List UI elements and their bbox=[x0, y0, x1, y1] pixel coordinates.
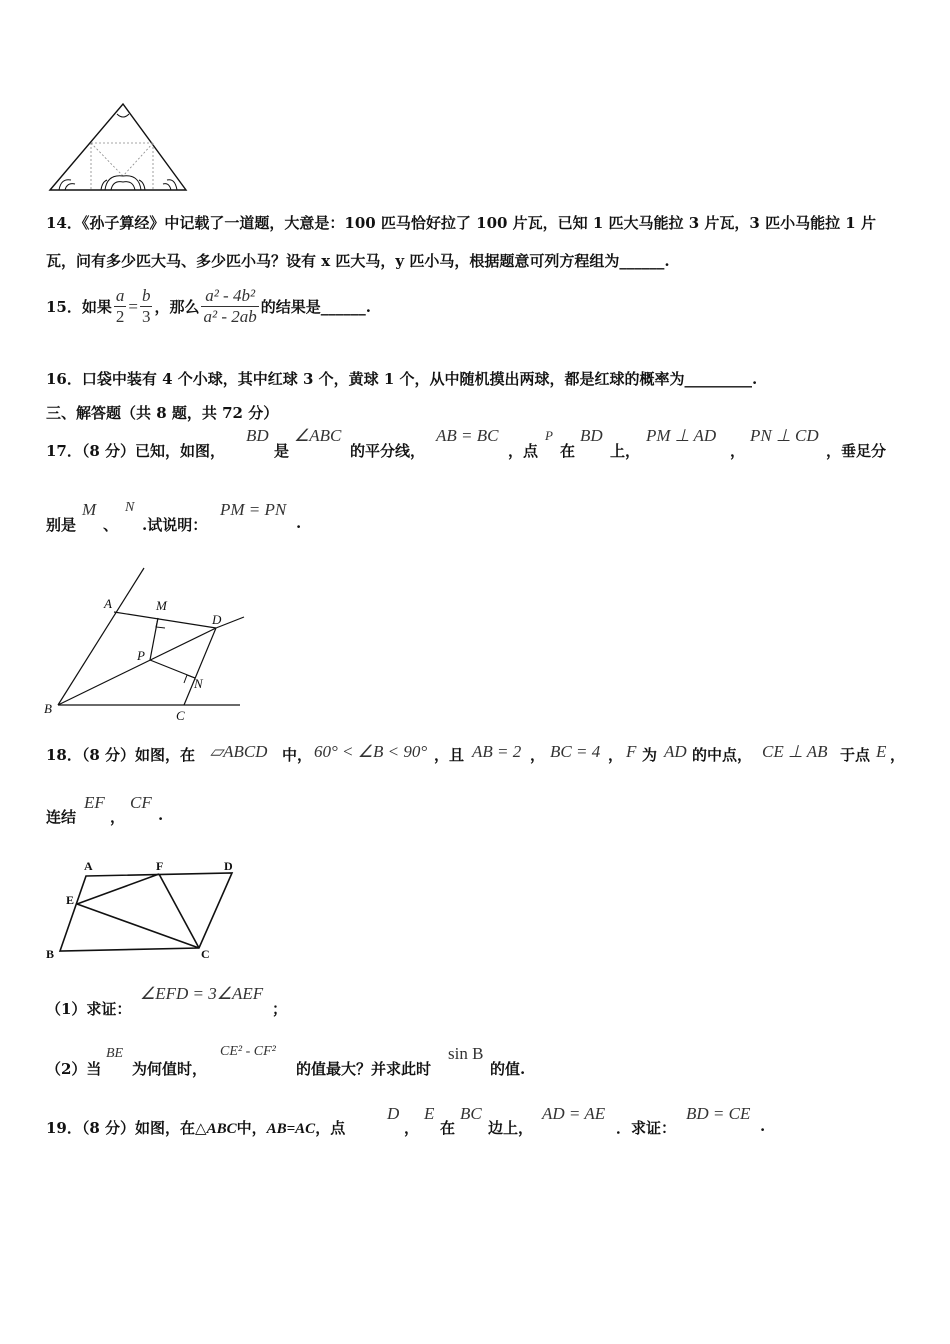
q17-m3: AB = BC bbox=[436, 426, 499, 445]
q18-p1-end: ； bbox=[272, 1000, 288, 1018]
q17-t1: 17．（8 分）已知，如图， bbox=[46, 442, 226, 460]
q17-m10: PM = PN bbox=[220, 500, 287, 519]
q17-t4: ，点 bbox=[508, 442, 539, 460]
q17-m7: PN ⊥ CD bbox=[750, 426, 819, 445]
q18-t8: 于点 bbox=[840, 746, 871, 764]
q18-m8: E bbox=[876, 742, 887, 761]
q18-m9: EF bbox=[84, 793, 105, 812]
q17-m2: ∠ABC bbox=[294, 426, 342, 445]
q18-p2-m3: sin B bbox=[448, 1044, 484, 1063]
section3-title: 三、解答题（共 8 题，共 72 分） bbox=[46, 404, 279, 422]
q18-p1-math: ∠EFD = 3∠AEF bbox=[140, 984, 264, 1003]
q19-t5: 在 bbox=[440, 1119, 456, 1137]
q17-label-p: P bbox=[137, 648, 145, 663]
q19-m1: D bbox=[387, 1104, 400, 1123]
q15-prefix: 15．如果 bbox=[46, 298, 112, 316]
q18-label-c: C bbox=[201, 947, 210, 961]
q19-t4: ， bbox=[404, 1119, 420, 1137]
q15-frac1: $\frac{a}{2}$ bbox=[115, 286, 125, 326]
q17-label-m: M bbox=[156, 598, 167, 613]
q19-b1: ABC bbox=[206, 1121, 237, 1137]
q17-m6: PM ⊥ AD bbox=[646, 426, 717, 445]
q19-b2: AB=AC bbox=[266, 1121, 316, 1137]
q19-lead bbox=[46, 1117, 345, 1138]
q19-t7: ．求证： bbox=[616, 1119, 677, 1137]
q18-m5: F bbox=[626, 742, 637, 761]
q18-t11: ， bbox=[110, 808, 126, 826]
q18-t3: ，且 bbox=[434, 746, 465, 764]
q18-t1: 18．（8 分）如图，在 bbox=[46, 746, 196, 764]
q19-t8: . bbox=[760, 1117, 766, 1135]
q18-label-a: A bbox=[84, 859, 93, 873]
q17-m1: BD bbox=[246, 426, 269, 445]
q19-m2: E bbox=[424, 1104, 435, 1123]
q18-m1: ▱ABCD bbox=[210, 742, 268, 761]
q18-p1-label: （1）求证： bbox=[46, 1000, 132, 1018]
q18-p2-t3: 的值最大？并求此时 bbox=[296, 1060, 432, 1078]
q18-t4: ， bbox=[530, 746, 546, 764]
q18-t9: ， bbox=[890, 746, 906, 764]
q17-m4: P bbox=[545, 428, 553, 443]
q17-t10: 、 bbox=[103, 516, 119, 534]
q19-t6: 边上， bbox=[488, 1119, 534, 1137]
q17-t8: ，垂足分 bbox=[826, 442, 887, 460]
q17-label-c: C bbox=[176, 708, 185, 723]
q18-label-f: F bbox=[156, 859, 164, 873]
q18-p2-t1: （2）当 bbox=[46, 1060, 102, 1078]
q18-t2: 中， bbox=[282, 746, 313, 764]
q17-t3: 的平分线， bbox=[350, 442, 426, 460]
q18-m2: 60° < ∠B < 90° bbox=[314, 742, 428, 761]
q17-m8: M bbox=[82, 500, 97, 519]
q18-m3: AB = 2 bbox=[472, 742, 522, 761]
q18-t6: 为 bbox=[642, 746, 658, 764]
q17-m5: BD bbox=[580, 426, 603, 445]
q18-m4: BC = 4 bbox=[550, 742, 601, 761]
q18-t7: 的中点， bbox=[692, 746, 753, 764]
q17-label-n: N bbox=[194, 676, 203, 691]
q17-m9: N bbox=[125, 500, 135, 515]
q18-label-e: E bbox=[66, 893, 75, 907]
q19-m3: BC bbox=[460, 1104, 482, 1123]
q17-t12: . bbox=[296, 514, 302, 532]
q19-t1: 19．（8 分）如图，在△ bbox=[46, 1119, 207, 1137]
triangle-figure bbox=[45, 100, 195, 195]
q15-eq: = bbox=[128, 296, 138, 316]
q19-m5: BD = CE bbox=[686, 1104, 751, 1123]
q18-p2-t4: 的值. bbox=[490, 1060, 526, 1078]
q17-t6: 上， bbox=[610, 442, 641, 460]
q18-label-d: D bbox=[224, 859, 233, 873]
q15-frac3: $\frac{\text{a² - 4b²}}{\text{a² - 2ab}}$ bbox=[203, 286, 257, 326]
q17-label-a: A bbox=[104, 596, 112, 611]
q15-suffix: 的结果是______. bbox=[260, 298, 371, 316]
q19-m4: AD = AE bbox=[542, 1104, 606, 1123]
q17-label-b: B bbox=[44, 701, 52, 716]
q15-mid: ，那么 bbox=[154, 298, 200, 316]
q18-t5: ， bbox=[608, 746, 624, 764]
q18-m7: CE ⊥ AB bbox=[762, 742, 828, 761]
q18-label-b: B bbox=[46, 947, 55, 961]
q17-figure bbox=[40, 560, 250, 725]
q17-label-d: D bbox=[212, 612, 222, 627]
q17-t11: .试说明： bbox=[142, 516, 208, 534]
q17-t9: 别是 bbox=[46, 516, 77, 534]
q19-t3: ，点 bbox=[315, 1119, 346, 1137]
q18-p2-t2: 为何值时， bbox=[132, 1060, 208, 1078]
q18-p2-m1: BE bbox=[106, 1046, 124, 1061]
q14-line1: 14．《孙子算经》中记载了一道题，大意是：100 匹马恰好拉了 100 片瓦，已知 1 匹大马能拉 3 片瓦，3 匹小马能拉 1 片 bbox=[46, 214, 876, 232]
q19-t2: 中， bbox=[236, 1119, 267, 1137]
q15-frac2: $\frac{b}{3}$ bbox=[141, 286, 151, 326]
q18-m6: AD bbox=[664, 742, 687, 761]
q18-t12: . bbox=[158, 806, 164, 824]
q15 bbox=[46, 286, 371, 327]
q18-t10: 连结 bbox=[46, 808, 77, 826]
q17-t7: ， bbox=[730, 442, 746, 460]
q17-t2: 是 bbox=[274, 442, 290, 460]
q18-figure bbox=[42, 856, 242, 964]
q17-t5: 在 bbox=[560, 442, 576, 460]
q18-p2-m2: CE² - CF² bbox=[220, 1044, 276, 1059]
q16-text: 16．口袋中装有 4 个小球，其中红球 3 个，黄球 1 个，从中随机摸出两球，都是红球的概率为_________. bbox=[46, 370, 758, 388]
q14-line2: 瓦，问有多少匹大马、多少匹小马？设有 x 匹大马，y 匹小马，根据题意可列方程组为______. bbox=[46, 252, 670, 270]
q18-m10: CF bbox=[130, 793, 152, 812]
